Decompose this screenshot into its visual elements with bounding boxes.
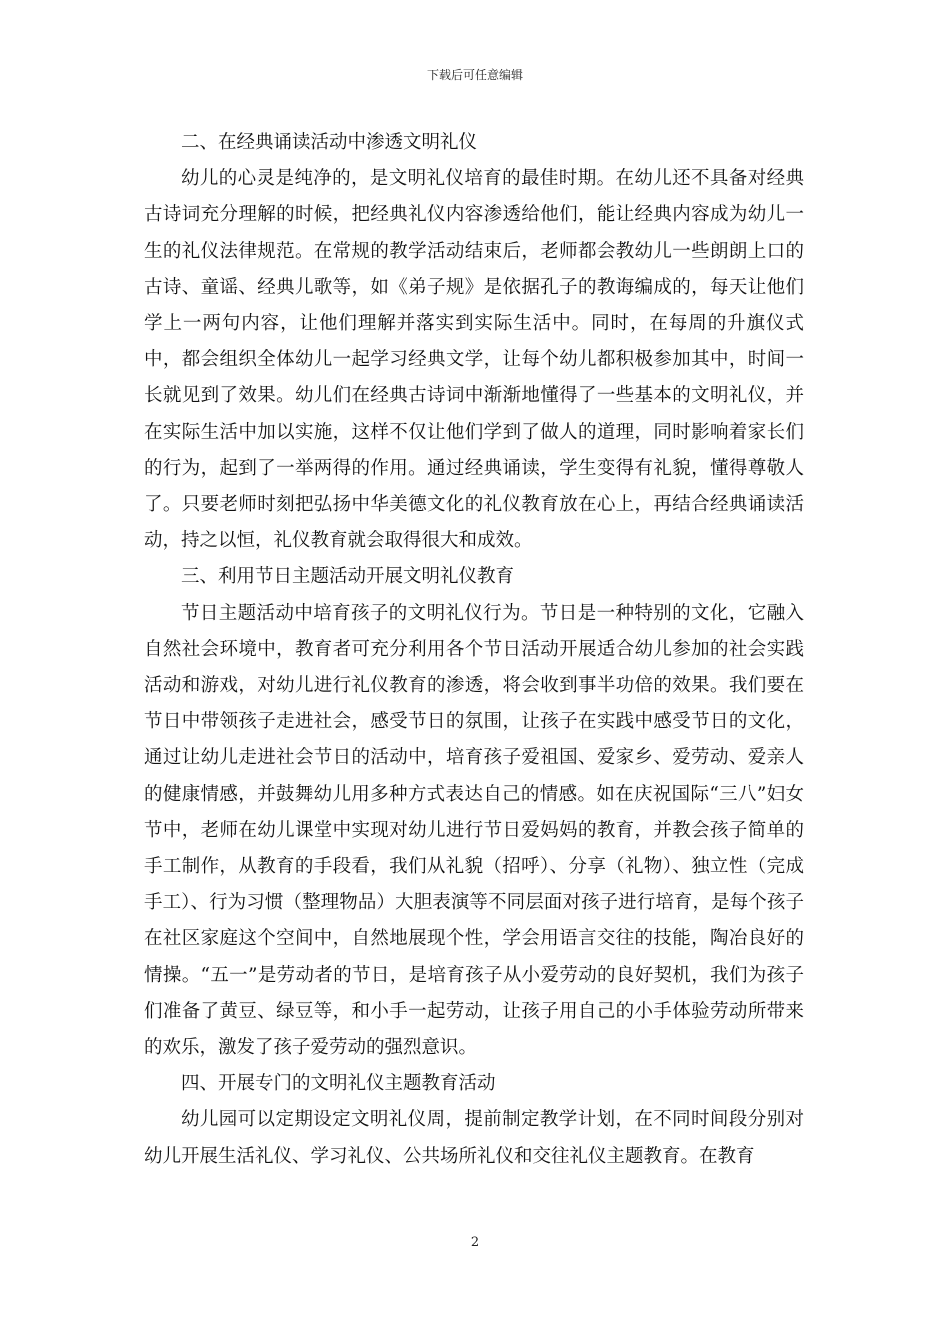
section-paragraph-2: 幼儿的心灵是纯净的，是文明礼仪培育的最佳时期。在幼儿还不具备对经典古诗词充分理解的时候，把经典礼仪内容渗透给他们，能让经典内容成为幼儿一生的礼仪法律规范。在常规的教学活动结束后，老师都会教幼儿一些朗朗上口的古诗、童谣、经典儿歌等，如《弟子规》是依据孔子的教诲编成的，每天让他们学上一两句内容，让他们理解并落实到实际生活中。同时，在每周的升旗仪式中，都会组织全体幼儿一起学习经典文学，让每个幼儿都积极参加其中，时间一长就见到了效果。幼儿们在经典古诗词中渐渐地懂得了一些基本的文明礼仪，并在实际生活中加以实施，这样不仅让他们学到了做人的道理，同时影响着家长们的行为，起到了一举两得的作用。通过经典诵读，学生变得有礼貌，懂得尊敬人了。只要老师时刻把弘扬中华美德文化的礼仪教育放在心上，再结合经典诵读活动，持之以恒，礼仪教育就会取得很大和成效。: [144, 168, 804, 552]
section-heading-4: 四、开展专门的文明礼仪主题教育活动: [181, 1073, 496, 1095]
section-heading-3: 三、利用节日主题活动开展文明礼仪教育: [181, 566, 515, 588]
page-number: 2: [470, 1235, 480, 1250]
section-paragraph-4: 幼儿园可以定期设定文明礼仪周，提前制定教学计划，在不同时间段分别对幼儿开展生活礼仪、学习礼仪、公共场所礼仪和交往礼仪主题教育。在教育: [144, 1109, 804, 1167]
page-header: 下载后可任意编辑: [426, 68, 523, 82]
section-paragraph-3: 节日主题活动中培育孩子的文明礼仪行为。节日是一种特别的文化，它融入自然社会环境中，教育者可充分利用各个节日活动开展适合幼儿参加的社会实践活动和游戏，对幼儿进行礼仪教育的渗透，将会收到事半功倍的效果。我们要在节日中带领孩子走进社会，感受节日的氛围，让孩子在实践中感受节日的文化，通过让幼儿走进社会节日的活动中，培育孩子爱祖国、爱家乡、爱劳动、爱亲人的健康情感，并鼓舞幼儿用多种方式表达自己的情感。如在庆祝国际“三八”妇女节中，老师在幼儿课堂中实现对幼儿进行节日爱妈妈的教育，并教会孩子简单的手工制作，从教育的手段看，我们从礼貌（招呼）、分享（礼物）、独立性（完成手工）、行为习惯（整理物品）大胆表演等不同层面对孩子进行培育，是每个孩子在社区家庭这个空间中，自然地展现个性，学会用语言交往的技能，陶冶良好的情操。“五一”是劳动者的节日，是培育孩子从小爱劳动的良好契机，我们为孩子们准备了黄豆、绿豆等，和小手一起劳动，让孩子用自己的小手体验劳动所带来的欢乐，激发了孩子爱劳动的强烈意识。: [144, 602, 804, 1059]
document-body: [144, 125, 804, 1175]
section-heading-2: 二、在经典诵读活动中渗透文明礼仪: [181, 132, 478, 153]
